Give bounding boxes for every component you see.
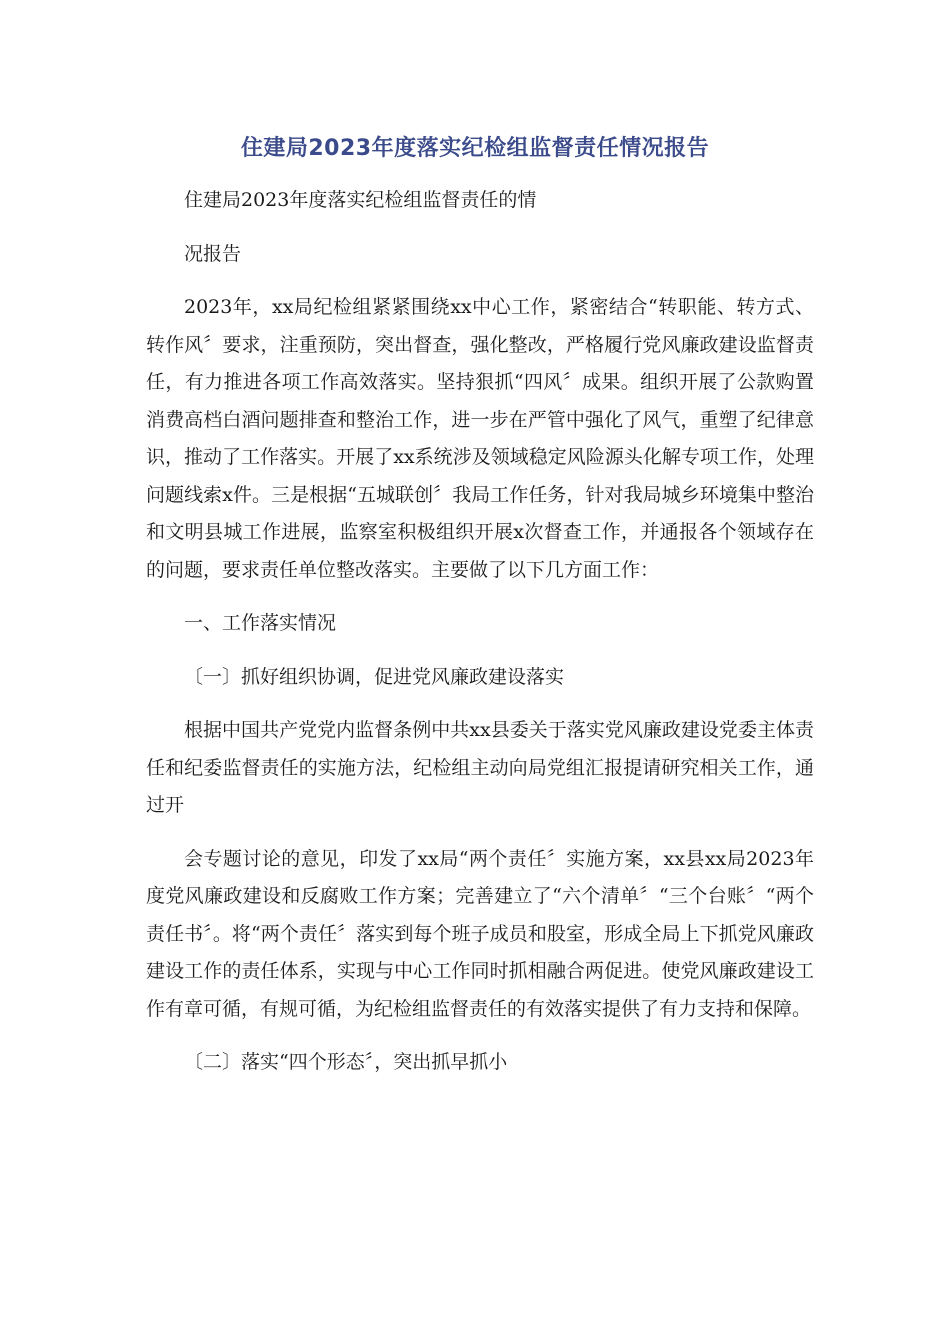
- document-title: 住建局2023年度落实纪检组监督责任情况报告: [240, 136, 710, 161]
- body-paragraph: 况报告: [184, 242, 242, 265]
- body-paragraph: 根据中国共产党党内监督条例中共xx县委关于落实党风廉政建设党委主体责任和纪委监督责任的实施方法，纪检组主动向局党组汇报提请研究相关工作，通过开: [146, 719, 814, 816]
- body-paragraph: 2023年，xx局纪检组紧紧围绕xx中心工作，紧密结合“转职能、转方式、转作风〞要求，注重预防，突出督查，强化整改，严格履行党风廉政建设监督责任，有力推进各项工作高效落实。坚持狠抓“四风〞成果。组织开展了公款购置消费高档白酒问题排查和整治工作，进一步在严管中强化了风气，重塑了纪律意识，推动了工作落实。开展了xx系统涉及领域稳定风险源头化解专项工作，处理问题线索x件。三是根据“五城联创〞我局工作任务，针对我局城乡环境集中整治和文明县城工作进展，监察室积极组织开展x次督查工作，并通报各个领域存在的问题，要求责任单位整改落实。主要做了以下几方面工作：: [146, 296, 814, 581]
- section-heading: 一、工作落实情况: [184, 612, 337, 634]
- document-body: [146, 182, 814, 1082]
- body-paragraph: 会专题讨论的意见，印发了xx局“两个责任〞实施方案，xx县xx局2023年度党风廉政建设和反腐败工作方案；完善建立了“六个清单〞“三个台账〞“两个责任书〞。将“两个责任〞落实到每个班子成员和股室，形成全局上下抓党风廉政建设工作的责任体系，实现与中心工作同时抓相融合两促进。使党风廉政建设工作有章可循，有规可循，为纪检组监督责任的有效落实提供了有力支持和保障。: [146, 847, 814, 1020]
- subsection-heading: 〔二〕落实“四个形态〞，突出抓早抓小: [184, 1051, 508, 1073]
- subsection-heading: 〔一〕抓好组织协调，促进党风廉政建设落实: [184, 665, 565, 688]
- body-paragraph: 住建局2023年度落实纪检组监督责任的情: [184, 189, 537, 211]
